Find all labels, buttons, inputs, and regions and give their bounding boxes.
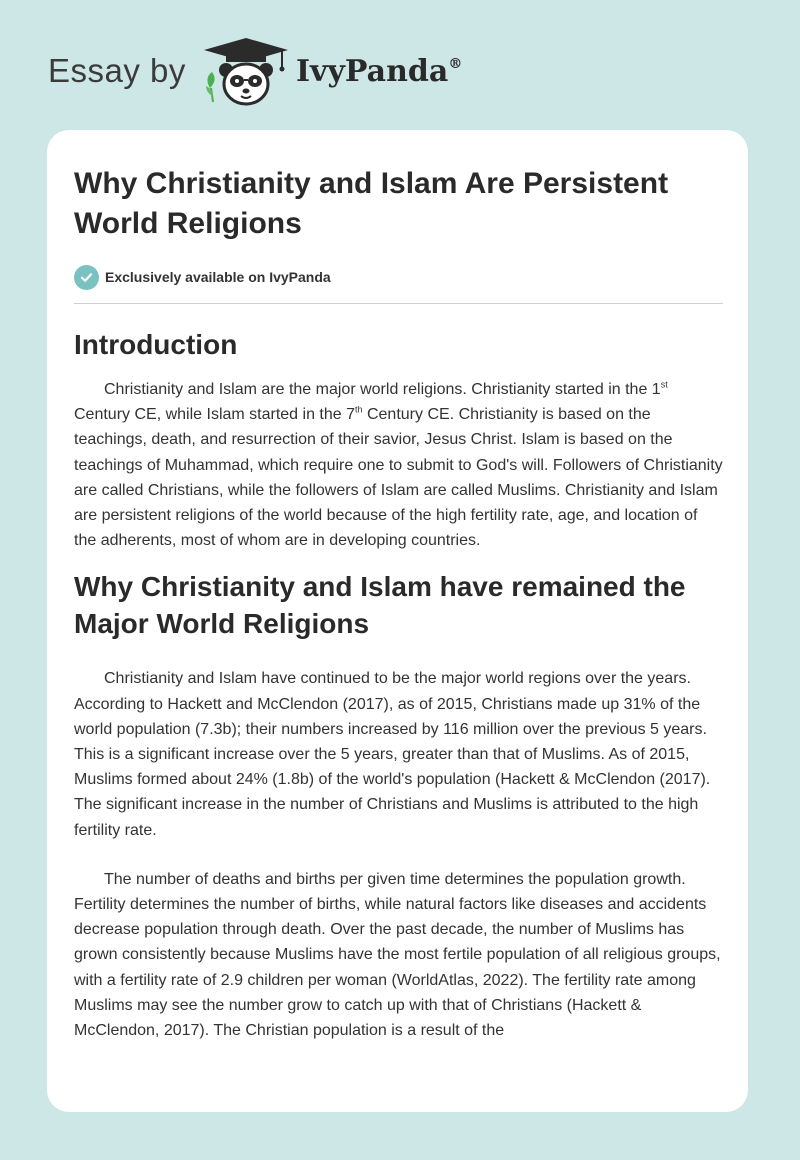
paragraph: Christianity and Islam have continued to be the major world regions over the years. According to Hackett and McClendon (2017), as of 2015, Christians made up 31% of the world population (7.3b); their numbers increased by 116 million over the previous 5 years. This is a significant increase over the 5 years, greater than that of Muslims. As of 2015, Muslims formed about 24% (1.8b) of the world's population (Hackett & McClendon (2017). The significant increase in the number of Christians and Muslims is attributed to the high fertility rate.: [74, 670, 711, 839]
essay-card: [47, 130, 748, 1112]
registered-mark: ®: [448, 56, 463, 72]
site-header: [0, 0, 800, 130]
divider: [74, 303, 723, 304]
essay-by-label: Essay by: [48, 52, 186, 89]
section-heading-introduction: Introduction: [74, 329, 238, 360]
paragraph: The number of deaths and births per given time determines the population growth. Fertility determines the number of births, while natural factors like diseases and accidents decrease population through death. Over the past decade, the number of Muslims has grown consistently because Muslims have the most fertile population of all religious groups, with a fertility rate of 2.9 children per woman (WorldAtlas, 2022). The fertility rate among Muslims may see the number grow to catch up with that of Christians (Hackett & McClendon, 2017). The Christian population is a result of the: [74, 870, 721, 1040]
essay-content: [74, 164, 723, 1043]
panda-graduate-icon[interactable]: [200, 36, 292, 108]
check-circle-icon: [74, 265, 99, 290]
brand-name[interactable]: IvyPanda®: [296, 54, 463, 89]
page-title: Why Christianity and Islam Are Persistent World Religions: [74, 167, 669, 240]
exclusive-label: Exclusively available on IvyPanda: [105, 269, 331, 285]
section-heading-why: Why Christianity and Islam have remained the Major World Religions: [74, 571, 686, 640]
exclusive-badge: [74, 263, 723, 291]
paragraph: Christianity and Islam are the major world religions. Christianity started in the 1st Century CE, while Islam started in the 7th Century CE. Christianity is based on the teachings, death, and resurrection of their savior, Jesus Christ. Islam is based on the teachings of Muhammad, which require one to submit to God's will. Followers of Christianity are called Christians, while the followers of Islam are called Muslims. Christianity and Islam are persistent religions of the world because of the high fertility rate, age, and location of the adherents, most of whom are in developing countries.: [74, 379, 723, 550]
